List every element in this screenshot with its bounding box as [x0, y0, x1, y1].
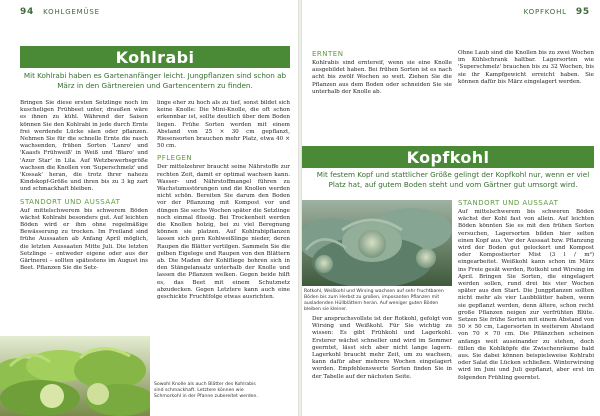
- kohlrabi-column-1: [20, 100, 148, 274]
- kohlrabi-heading-standort: STANDORT UND AUSSAAT: [20, 197, 121, 206]
- kopfkohl-column-right: [458, 199, 594, 384]
- kohlrabi-title: Kohlrabi: [115, 47, 195, 67]
- right-section-label: KOPFKOHL: [523, 8, 567, 16]
- ernten-paragraph: Kohlrabis sind erntereif, wenn sie eine Knolle ausgebildet haben. Bei frühen Sorten ist es nach acht bis zwölf Wochen so weit. Ziehen Sie die Pflanzen aus dem Boden oder schneiden Sie sie unterhalb der Knolle ab.: [312, 60, 452, 95]
- ernten-column: [312, 50, 452, 98]
- kopfkohl-photo: [302, 200, 452, 286]
- right-page-number: 95: [575, 7, 590, 17]
- right-running-header: [524, 7, 590, 17]
- left-running-header: [20, 7, 100, 17]
- kohlrabi-intro: Mit Kohlrabi haben es Gartenanfänger leicht. Jungpflanzen sind schon ab März in den Gärtnereien und Gartencentern zu finden.: [23, 71, 287, 90]
- left-page-number: 94: [20, 7, 35, 17]
- kopfkohl-photo-caption: Rotkohl, Weißkohl und Wirsing wachsen auf sehr fruchtbaren Böden bis zum Herbst zu großen, imposanten Pflanzen mit ausladenden Hüllblättern heran. Auf weniger guten Böden bleiben sie kleiner.: [304, 289, 444, 312]
- kopfkohl-photo-illustration: [302, 200, 452, 286]
- kopfkohl-intro: Mit festem Kopf und stattlicher Größe gelingt der Kopfkohl nur, wenn er viel Platz hat, auf gutem Boden steht und vom Gärtner gut umsorgt wird.: [316, 170, 590, 189]
- kohlrabi-title-banner: [20, 46, 290, 68]
- kohlrabi-heading-ernten: ERNTEN: [312, 50, 344, 58]
- kopfkohl-paragraph-2: Auf mittelschwerem bis schweren Böden wächst der Kohl fast von allein. Auf leichten Böden könnten Sie es mit den frühen Sorten versuchen, Lagersorten bilden hier selten einen Kopf aus. Vor der Aussaat bzw. Pflanzung wird der Boden gut gelockert und Kompost oder Kompostierter Mist (3 l / m²) eingearbeitet. Weißkohl kann schon im März ins Freie gesät werden, Rotkohl und Wirsing im April. Bringen Sie Sorten, die eingelagert werden sollen, rund drei bis vier Wochen später aus den Start. Die Jungpflanzen sollten nicht mehr als vier Laubblätter haben, wenn sie gepflanzt werden, denn ältere, schon recht große Pflanzen neigen zur verfrühten Blüte. Setzen Sie frühe Sorten mit einem Abstand von 50 × 50 cm, Lagersorten in weiterem Abstand von 70 × 70 cm. Die Pflänzchen scheinen anfangs weit auseinander zu stehen, doch füllen die Kohlköpfe die Zwischenräume bald aus. Sie dabei können beispielsweise Kohlrabi oder Salat die Lücken schließen. Winterwirsing wird im Juni und Juli gepflanzt, aber erst im folgenden Frühling geerntet.: [458, 209, 594, 381]
- kohlrabi-paragraph-4: Der mittelzehrer braucht seine Nährstoffe zur rechten Zeit, damit er optimal wachsen kann. Wasser- und Nährstoffmangel führen zu Wachstumsstörungen und die Knollen werden nicht schön. Bereiten Sie darum den Boden vor der Pflanzung mit Kompost vor und düngen Sie sechs Wochen später die Setzlinge noch einmal flüssig. Bei Trockenheit werden die Knollen holzig, bei zu viel Beregnung können sie platzen. Auf Kohlrabipflanzen lassen sich gern Kohlweißlinge nieder, deren Raupen die Blätter vertilgen. Sammeln Sie die gelben Eigelege und Raupen von den Blättern ab. Die Maden der Kohlfliege bohren sich in den Stängelansatz unterhalb der Knolle und lassen die Pflanzen welken. Gegen beide hilft es, das Beet mit einem Schutznetz abzudecken. Gegen Letztere kann auch eine geschickte Fruchtfolge etwas ausrichten.: [157, 164, 290, 301]
- kohlrabi-paragraph-2: Auf mittelschwerem bis schwerem Böden wächst Kohlrabi besonders gut. Auf leichten Böden wird er ihm ohne regelmäßige Bewässerung zu trocken. Im Freiland sind frühe Aussaaten ab Anfang April möglich, die letzten Aussaaten Mitte Juli. Die letzten Setzlinge – entweder eigene oder aus der Gärtnerei – sollten spätestens im August ins Beet. Pflanzen Sie die Setz-: [20, 207, 148, 272]
- right-page: [302, 0, 600, 416]
- ernten-continuation: [458, 50, 594, 88]
- kohlrabi-column-2: [157, 100, 290, 303]
- kopfkohl-heading-standort: STANDORT UND AUSSAAT: [458, 199, 559, 207]
- left-section-label: KOHLGEMÜSE: [43, 8, 100, 16]
- kopfkohl-column-left: [312, 316, 452, 383]
- ernten-continuation-paragraph: Ohne Laub sind die Knollen bis zu zwei Wochen im Kühlschrank haltbar. Lagersorten wie 'Superschmelz' brauchen bis zu 32 Wochen, bis sie ihr Kampfgewicht erreicht haben. Sie können dafür bis März eingelagert werden.: [458, 50, 594, 85]
- left-page: [0, 0, 298, 416]
- kohlrabi-heading-pflegen: PFLEGEN: [157, 154, 193, 163]
- kohlrabi-photo-illustration: [0, 336, 150, 416]
- kopfkohl-title: Kopfkohl: [406, 147, 490, 167]
- kopfkohl-title-banner: [302, 146, 594, 168]
- kohlrabi-photo: [0, 336, 150, 416]
- kohlrabi-paragraph-3: linge eher zu hoch als zu tief, sonst bildet sich keine Knolle: Die Mini-Knolle, die oft schon erkennbar ist, sollte deutlich über dem Boden liegen. Frühe Sorten werden mit einem Abstand von 25 × 30 cm gepflanzt, Riesensorten brauchen mehr Platz, etwa 40 × 50 cm.: [157, 100, 290, 150]
- kopfkohl-paragraph-1: Der anspruchsvollste ist der Rotkohl, gefolgt von Wirsing und Weißkohl. Für Sie wichtig zu wissen: Es gibt Frühkohl und Lagerkohl. Ersterer wächst schneller und wird im Sommer geerntet, lässt sich aber nicht lange lagern. Lagerkohl braucht mehr Zeit, um zu wachsen, kann dafür aber mehrere Wochen eingelagert werden. Empfehlenswerte Sorten finden Sie in der Tabelle auf der nächsten Seite.: [312, 316, 452, 380]
- kohlrabi-photo-caption: Sowohl Knolle als auch Blätter des Kohlrabis sind schmackhaft. Letztere können wie Schmorkohl in der Pfanne zubereitet werden.: [154, 382, 258, 399]
- kohlrabi-paragraph-1: Bringen Sie diese ersten Setzlinge noch im kuscheligen Frühbeet unter, draußen wäre es ihnen zu kühl. Während der Saison können Sie den Kohlrabi in jede durch Ernte frei werdende Lücke säen oder pflanzen. Nehmen Sie für die schnelle Ernte die rasch wachsenden, frühen Sorten 'Lanro' und 'Kaasfs Frühweiß' in Weiß und 'Blaro' und 'Azur Star' in Lila. Auf Wetzbewerbsgröße wachsen die Knollen von 'Superschmelz' und 'Kossak' heran, die trotz ihrer nahezu Kindskopf-Größe und ihren bis zu 3 kg zart und schmackhaft bleiben.: [20, 100, 148, 193]
